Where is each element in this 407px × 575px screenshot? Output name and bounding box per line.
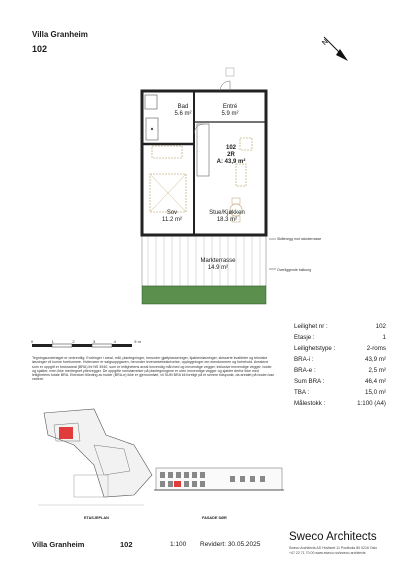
- spec-row: TBA : 15,0 m²: [294, 389, 386, 396]
- footer-unit: 102: [120, 540, 133, 549]
- spec-row: BRA-i : 43,9 m²: [294, 356, 386, 363]
- spec-row: BRA-e : 2,5 m²: [294, 367, 386, 374]
- room-sov: Sov 11.2 m²: [162, 210, 182, 223]
- annotation-skillevegg: Skillevegg mot naboterrasse: [277, 237, 322, 241]
- brand-address: Sweco Architects AS Hovfaret 11 Postboks 80 0216 Oslo +47 22 71 70 00 www.sweco.no/sweco-architects: [289, 546, 378, 555]
- facade-caption: FASADE SØR: [202, 516, 227, 520]
- scale-ticks: 0 1 2 3 4 5 m: [31, 339, 141, 344]
- facade-drawing: [154, 462, 286, 494]
- unit-summary: 102 2R A: 43,9 m²: [216, 145, 246, 165]
- key-plan: [34, 405, 154, 513]
- room-stue-kjokken: Stue/Kjøkken 18.3 m²: [209, 210, 245, 223]
- disclaimer-text: Tegningsunderlaget er omtrentlig. Endringer i areal, mål, plantegninger, herunder gjøltplasseringer, kjøkkenløsninger, skisserte kvaliteter og tekniske løsninger vil kunne forekomme. Hvitevarer er salgsoppgaven, herunder leveransebeskrivelse, oppbygninger om eiendommen og forbehold. Arealene som er oppgitt er bruksareal (BRA) iht NS 3940, som er leilighetens areal innvendig mål med og innvendige vegger, inklusive innvendige vegger, boder og sjakter, men ikke medregnet yttervegger. De oppgitte romstørrelser på plantegningene er uten innvendige vegger og sjakter derfor ikke med leilighetens totale BRA. Eiendom tilleding av boder (BRA-e) ikke er gjennomført, vil SUM BRA bli foreligt på et senere tidspunkt, da arealet på boden kan variere.: [32, 356, 275, 382]
- spec-row: Målestokk : 1:100 (A4): [294, 400, 386, 407]
- annotation-balkong: Overliggende balkong: [277, 268, 312, 272]
- spec-row: Etasje : 1: [294, 334, 386, 341]
- unit-spec-table: [294, 321, 386, 409]
- spec-row: Leilighet nr : 102: [294, 323, 386, 330]
- spec-row: Sum BRA : 46,4 m²: [294, 378, 386, 385]
- unit-number: 102: [32, 44, 48, 54]
- spec-row: Leilighetstype : 2-roms: [294, 345, 386, 352]
- project-title: Villa Granheim: [32, 30, 88, 39]
- room-bad: Bad 5.6 m²: [174, 104, 192, 117]
- footer-project: Villa Granheim: [32, 540, 85, 549]
- floor-plan-drawing: [112, 64, 312, 314]
- room-markterrasse: Markterrasse 14.9 m²: [200, 258, 236, 271]
- brand-logo: Sweco Architects: [289, 531, 377, 543]
- room-entre: Entré 5.9 m²: [221, 104, 239, 117]
- north-arrow-icon: [318, 33, 352, 65]
- key-plan-caption: ETASJEPLAN: [84, 516, 109, 520]
- footer-scale: 1:100: [170, 541, 187, 548]
- north-label: N: [321, 38, 330, 47]
- footer-revised: Revidert: 30.05.2025: [200, 541, 261, 548]
